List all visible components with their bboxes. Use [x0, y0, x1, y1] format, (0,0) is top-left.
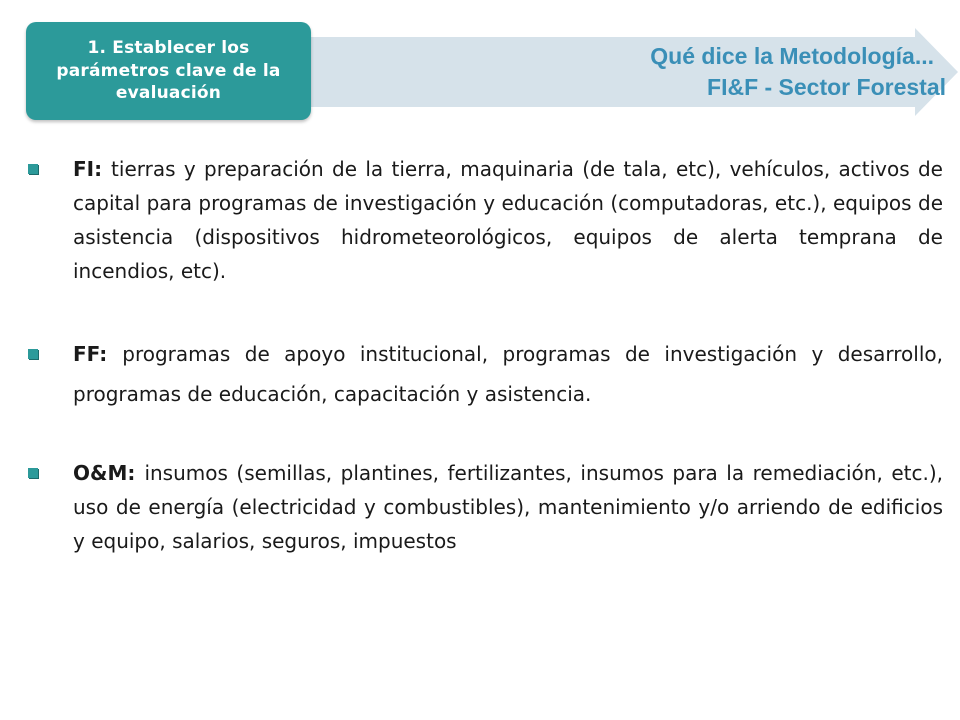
bullet-text: insumos (semillas, plantines, fertilizantes, insumos para la remediación, etc.), uso de energía (electricidad y combustibles), mantenimiento y/o arriendo de edificios y equipo, salarios, seguros, impuestos	[73, 461, 943, 553]
title-line-2: FI&F - Sector Forestal	[707, 74, 946, 100]
bullet-item-fi	[28, 152, 943, 288]
bullet-list	[28, 152, 943, 558]
bullet-square-icon	[28, 468, 38, 478]
bullet-text: tierras y preparación de la tierra, maquinaria (de tala, etc), vehículos, activos de capital para programas de investigación y educación (computadoras, etc.), equipos de asistencia (dispositivos hidrometeorológicos, equipos de alerta temprana de incendios, etc).	[73, 157, 943, 283]
title-line-1: Qué dice la Metodología...	[650, 43, 934, 69]
bullet-term: FF:	[73, 342, 123, 366]
bullet-item-om	[28, 456, 943, 558]
bullet-text: programas de apoyo institucional, programas de investigación y desarrollo, programas de educación, capacitación y asistencia.	[73, 342, 943, 406]
bullet-item-ff	[28, 334, 943, 414]
bullet-term: O&M:	[73, 461, 145, 485]
bullet-square-icon	[28, 349, 38, 359]
step-box	[26, 22, 311, 120]
page-title	[650, 41, 946, 103]
step-label: 1. Establecer los parámetros clave de la evaluación	[56, 38, 281, 104]
bullet-term: FI:	[73, 157, 112, 181]
bullet-square-icon	[28, 164, 38, 174]
